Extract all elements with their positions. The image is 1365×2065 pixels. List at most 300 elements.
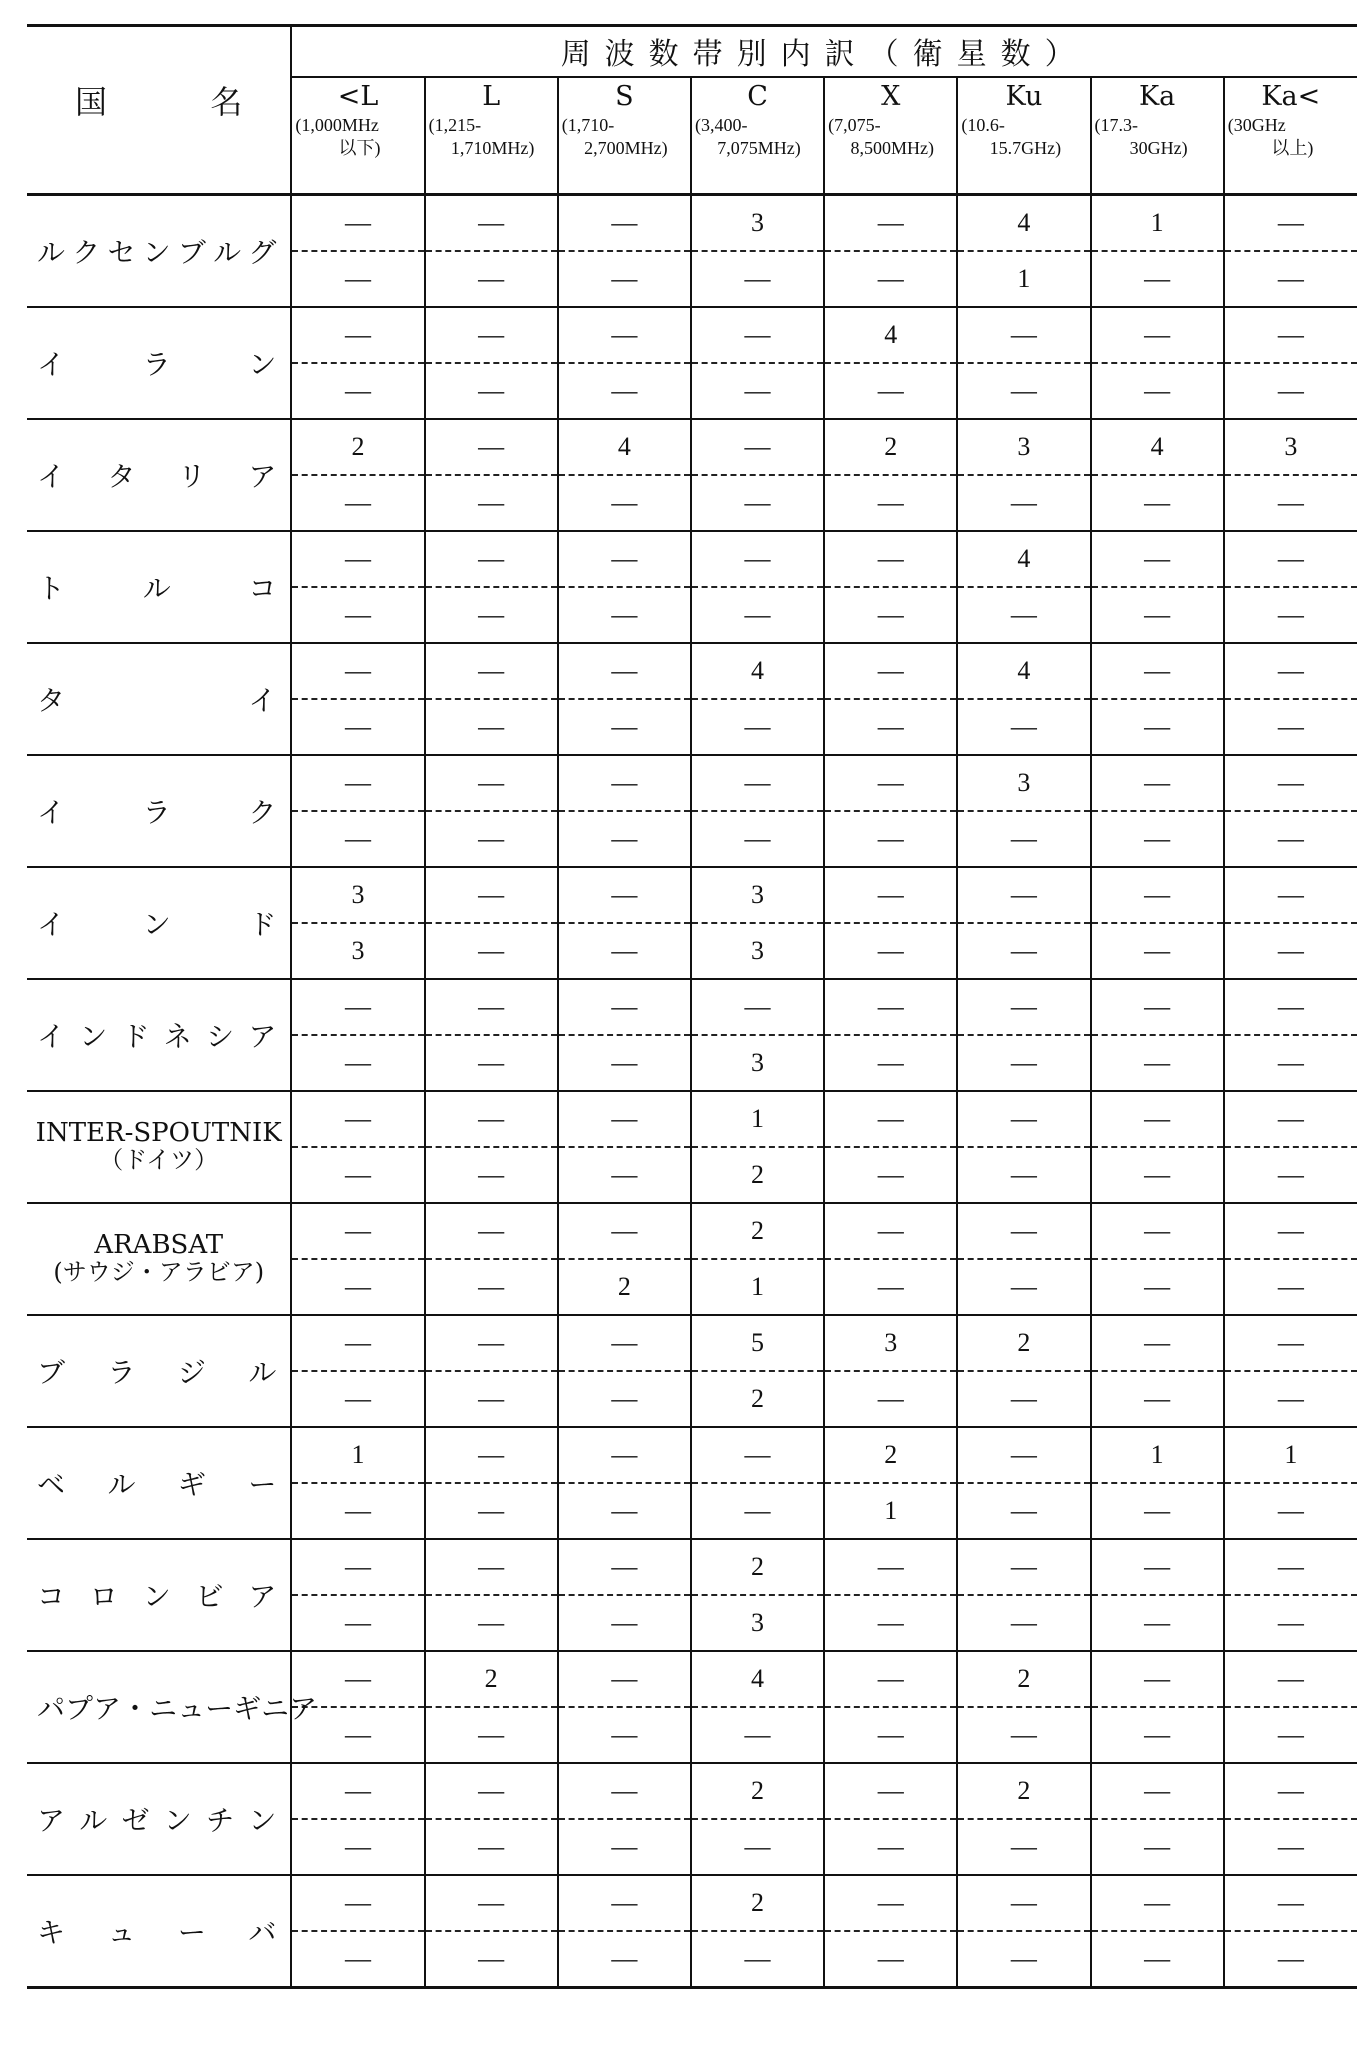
value-cell: 2 [824,419,957,475]
value-cell: — [1091,1875,1224,1931]
value-cell: — [425,419,558,475]
value-cell: — [1091,979,1224,1035]
country-name-cell [27,307,291,419]
value-cell: — [558,1651,691,1707]
value-cell: 3 [691,867,824,923]
band-code: Ka< [1261,80,1321,112]
name-label-right: 名 [210,83,243,121]
value-cell: 2 [691,1763,824,1819]
value-cell: — [691,1483,824,1539]
band-range-start: (7,075- [828,114,881,135]
value-cell: — [291,1707,424,1763]
country-name: イ タ リ ア [37,460,277,493]
table-row [27,1875,1357,1931]
value-cell: — [691,1931,824,1988]
value-cell: — [691,1427,824,1483]
value-cell: — [1091,1371,1224,1427]
value-cell: — [558,587,691,643]
value-cell: 3 [691,923,824,979]
value-cell: — [558,979,691,1035]
band-header-4 [824,77,957,195]
value-cell: — [824,699,957,755]
value-cell: — [558,811,691,867]
value-cell: — [957,1875,1090,1931]
value-cell: — [1224,1371,1357,1427]
country-name-cell [27,1651,318,1763]
band-range-end: 以上) [1271,137,1314,158]
value-cell: — [824,1091,957,1147]
value-cell: — [425,923,558,979]
table-row [27,755,1357,811]
country-name: イ ン ド ネ シ ア [37,1020,277,1053]
value-cell: 3 [1224,419,1357,475]
value-cell: — [1224,643,1357,699]
value-cell: — [291,1203,424,1259]
value-cell: — [691,699,824,755]
value-cell: — [425,1539,558,1595]
band-range-start: (10.6- [961,114,1005,135]
value-cell: — [1091,699,1224,755]
table-row [27,1539,1357,1595]
value-cell: — [1091,363,1224,419]
table-row [27,1651,1357,1707]
value-cell: — [558,1707,691,1763]
country-name-cell [27,195,291,308]
value-cell: — [291,643,424,699]
country-name-cell [27,867,291,979]
value-cell: — [1224,251,1357,307]
value-cell: — [1224,531,1357,587]
country-name-cell [27,1091,291,1203]
value-cell: — [691,979,824,1035]
country-name: イ ラ ン [37,348,277,381]
value-cell: — [291,195,424,252]
table-body [27,195,1357,1988]
band-range-start: (30GHz [1227,114,1286,135]
value-cell: — [291,979,424,1035]
band-header-0 [291,77,424,195]
band-code: L [482,80,501,112]
value-cell: 2 [691,1147,824,1203]
value-cell: — [291,1371,424,1427]
value-cell: — [425,811,558,867]
value-cell: — [824,531,957,587]
table-row [27,1427,1357,1483]
value-cell: 4 [824,307,957,363]
value-cell: — [1091,1259,1224,1315]
country-name-cell [27,531,291,643]
value-cell: — [425,195,558,252]
value-cell: — [824,363,957,419]
value-cell: 3 [691,195,824,252]
value-cell: — [1224,811,1357,867]
value-cell: — [425,1819,558,1875]
band-header-5 [957,77,1090,195]
value-cell: — [425,867,558,923]
value-cell: — [1224,1931,1357,1988]
value-cell: — [291,1819,424,1875]
value-cell: — [1091,1931,1224,1988]
value-cell: — [425,1259,558,1315]
value-cell: — [957,475,1090,531]
value-cell: — [1091,1819,1224,1875]
value-cell: — [425,755,558,811]
value-cell: 1 [824,1483,957,1539]
band-code: <L [337,80,379,112]
value-cell: — [1224,867,1357,923]
value-cell: — [1091,307,1224,363]
value-cell: 4 [691,1651,824,1707]
country-subname: （ドイツ） [99,1146,219,1174]
value-cell: 2 [691,1371,824,1427]
value-cell: 2 [691,1539,824,1595]
band-range-end: 7,075MHz) [717,137,801,158]
value-cell: — [558,1483,691,1539]
band-code: X [881,80,901,112]
value-cell: — [691,1707,824,1763]
country-name: キ ュ ー バ [37,1916,277,1949]
value-cell: — [824,811,957,867]
value-cell: — [824,867,957,923]
country-name-cell [27,755,291,867]
table-row [27,307,1357,363]
value-cell: — [558,251,691,307]
value-cell: — [957,587,1090,643]
value-cell: — [824,1707,957,1763]
country-name-cell [27,1539,291,1651]
value-cell: — [558,531,691,587]
value-cell: — [425,531,558,587]
country-name-cell [27,419,291,531]
value-cell: — [291,1091,424,1147]
band-range-end: 2,700MHz) [584,137,668,158]
table-row [27,419,1357,475]
band-range-start: (1,710- [561,114,615,135]
table-row [27,531,1357,587]
value-cell: — [691,475,824,531]
country-name-cell [27,1763,291,1875]
value-cell: — [558,475,691,531]
value-cell: — [1224,1203,1357,1259]
value-cell: 1 [1091,1427,1224,1483]
frequency-band-title: 周波数帯別内訳（衛星数） [291,26,1357,77]
value-cell: — [1091,1203,1224,1259]
value-cell: — [558,1539,691,1595]
value-cell: — [957,1819,1090,1875]
value-cell: — [1224,587,1357,643]
table-row [27,867,1357,923]
value-cell: 2 [691,1203,824,1259]
value-cell: — [1224,1651,1357,1707]
value-cell: 2 [957,1763,1090,1819]
country-name: イ ン ド [37,908,277,941]
value-cell: — [558,1595,691,1651]
value-cell: — [425,1483,558,1539]
value-cell: — [558,1819,691,1875]
value-cell: — [291,531,424,587]
value-cell: — [1091,811,1224,867]
value-cell: — [558,1203,691,1259]
country-name-cell [27,1875,291,1988]
value-cell: — [1091,923,1224,979]
value-cell: — [291,699,424,755]
value-cell: — [957,1595,1090,1651]
value-cell: — [1224,1595,1357,1651]
value-cell: — [291,1763,424,1819]
value-cell: — [1224,363,1357,419]
country-name: ARABSAT [94,1230,224,1260]
value-cell: — [1224,923,1357,979]
value-cell: — [425,1035,558,1091]
value-cell: 1 [291,1427,424,1483]
value-cell: — [1091,1483,1224,1539]
value-cell: — [1224,1763,1357,1819]
country-name: ブ ラ ジ ル [37,1356,277,1389]
value-cell: 1 [1224,1427,1357,1483]
value-cell: — [691,1819,824,1875]
value-cell: — [1091,1595,1224,1651]
value-cell: 1 [691,1259,824,1315]
value-cell: 4 [691,643,824,699]
value-cell: — [1224,307,1357,363]
value-cell: — [957,1147,1090,1203]
band-range-start: (17.3- [1094,114,1139,135]
value-cell: — [691,419,824,475]
value-cell: — [1224,195,1357,252]
value-cell: — [558,1875,691,1931]
value-cell: — [1224,1091,1357,1147]
value-cell: 3 [291,923,424,979]
value-cell: — [957,1203,1090,1259]
value-cell: — [824,587,957,643]
value-cell: — [558,1147,691,1203]
value-cell: — [957,699,1090,755]
value-cell: — [691,363,824,419]
value-cell: — [558,307,691,363]
value-cell: — [691,587,824,643]
value-cell: — [291,1147,424,1203]
value-cell: — [425,643,558,699]
country-name: ル ク セ ン ブ ル グ [37,236,277,269]
country-name: タ イ [37,684,277,717]
value-cell: 2 [291,419,424,475]
country-name-cell [27,1203,291,1315]
value-cell: — [558,1931,691,1988]
value-cell: 3 [957,419,1090,475]
band-range-start: (1,000MHz [295,114,379,135]
band-header-6 [1091,77,1224,195]
value-cell: — [558,1427,691,1483]
band-range-end: 30GHz) [1129,137,1188,158]
value-cell: — [425,251,558,307]
value-cell: — [1224,1315,1357,1371]
value-cell: — [425,1147,558,1203]
value-cell: — [425,587,558,643]
country-name-header [27,26,291,195]
value-cell: 3 [691,1035,824,1091]
country-name: パ プ ア ・ ニ ュ ー ギ ニ ア [37,1692,318,1725]
value-cell: — [291,1259,424,1315]
value-cell: — [1224,475,1357,531]
table-row [27,643,1357,699]
value-cell: — [291,363,424,419]
value-cell: — [558,1035,691,1091]
value-cell: — [558,923,691,979]
value-cell: — [1091,1091,1224,1147]
value-cell: — [425,1091,558,1147]
value-cell: — [1224,979,1357,1035]
value-cell: — [957,1539,1090,1595]
value-cell: 4 [558,419,691,475]
value-cell: — [957,979,1090,1035]
value-cell: — [425,1371,558,1427]
value-cell: — [558,867,691,923]
value-cell: — [824,1819,957,1875]
value-cell: — [425,1315,558,1371]
value-cell: — [824,1595,957,1651]
value-cell: — [957,1091,1090,1147]
value-cell: — [291,1595,424,1651]
value-cell: — [425,1707,558,1763]
value-cell: — [1091,531,1224,587]
value-cell: — [291,1035,424,1091]
value-cell: — [1224,699,1357,755]
value-cell: — [957,1371,1090,1427]
band-header-2 [558,77,691,195]
value-cell: 3 [957,755,1090,811]
value-cell: — [957,1483,1090,1539]
value-cell: — [824,923,957,979]
value-cell: — [824,643,957,699]
value-cell: — [1091,1147,1224,1203]
value-cell: — [558,1371,691,1427]
table-row [27,979,1357,1035]
value-cell: — [824,1651,957,1707]
value-cell: — [291,475,424,531]
value-cell: — [691,811,824,867]
country-name-cell [27,643,291,755]
value-cell: — [824,195,957,252]
value-cell: — [1224,1707,1357,1763]
value-cell: — [957,923,1090,979]
value-cell: — [1224,1875,1357,1931]
value-cell: — [291,1875,424,1931]
value-cell: — [1091,1035,1224,1091]
value-cell: — [291,587,424,643]
value-cell: — [824,755,957,811]
value-cell: — [291,1931,424,1988]
country-subname: (サウジ・アラビア) [53,1258,265,1286]
value-cell: 3 [291,867,424,923]
value-cell: — [425,1203,558,1259]
table-row [27,195,1357,252]
value-cell: — [291,1483,424,1539]
value-cell: 4 [957,643,1090,699]
value-cell: 1 [1091,195,1224,252]
value-cell: — [1091,1315,1224,1371]
value-cell: — [425,307,558,363]
value-cell: — [824,1539,957,1595]
value-cell: — [824,1371,957,1427]
value-cell: 4 [957,195,1090,252]
band-code: S [615,80,634,112]
value-cell: — [1091,1651,1224,1707]
value-cell: 1 [691,1091,824,1147]
value-cell: — [425,1875,558,1931]
value-cell: — [558,1763,691,1819]
country-name: ト ル コ [37,572,277,605]
band-range-end: 8,500MHz) [850,137,934,158]
country-name-cell [27,1315,291,1427]
value-cell: — [1091,867,1224,923]
band-range-end: 以下) [338,137,381,158]
value-cell: — [1091,587,1224,643]
country-name: ベ ル ギ ー [37,1468,277,1501]
band-header-1 [425,77,558,195]
value-cell: — [1224,1147,1357,1203]
value-cell: 2 [957,1651,1090,1707]
country-name: INTER-SPOUTNIK [35,1118,282,1148]
satellite-frequency-table [27,24,1357,1989]
value-cell: — [1224,1035,1357,1091]
value-cell: — [291,811,424,867]
value-cell: 3 [824,1315,957,1371]
value-cell: — [291,251,424,307]
value-cell: — [1224,755,1357,811]
value-cell: — [1091,643,1224,699]
value-cell: 2 [558,1259,691,1315]
value-cell: — [291,755,424,811]
value-cell: — [1224,1483,1357,1539]
value-cell: — [957,1427,1090,1483]
value-cell: — [425,699,558,755]
value-cell: — [691,531,824,587]
band-code: C [747,80,768,112]
value-cell: — [957,811,1090,867]
value-cell: — [957,307,1090,363]
value-cell: 2 [425,1651,558,1707]
value-cell: — [425,475,558,531]
band-range-end: 15.7GHz) [989,137,1062,158]
name-label-left: 国 [75,83,108,121]
value-cell: — [425,1763,558,1819]
value-cell: 5 [691,1315,824,1371]
value-cell: — [291,307,424,363]
value-cell: — [425,979,558,1035]
value-cell: — [1091,1539,1224,1595]
value-cell: — [824,1875,957,1931]
value-cell: — [824,979,957,1035]
value-cell: — [824,1035,957,1091]
value-cell: — [824,251,957,307]
value-cell: — [558,363,691,419]
country-name-cell [27,979,291,1091]
table-row [27,1203,1357,1259]
band-range-start: (1,215- [428,114,482,135]
value-cell: — [957,363,1090,419]
value-cell: 4 [1091,419,1224,475]
value-cell: — [824,1931,957,1988]
band-code: Ka [1138,80,1176,112]
band-header-3 [691,77,824,195]
value-cell: — [558,195,691,252]
value-cell: — [824,1147,957,1203]
value-cell: — [1224,1819,1357,1875]
value-cell: — [957,1259,1090,1315]
value-cell: — [691,307,824,363]
value-cell: 4 [957,531,1090,587]
table-row [27,1091,1357,1147]
